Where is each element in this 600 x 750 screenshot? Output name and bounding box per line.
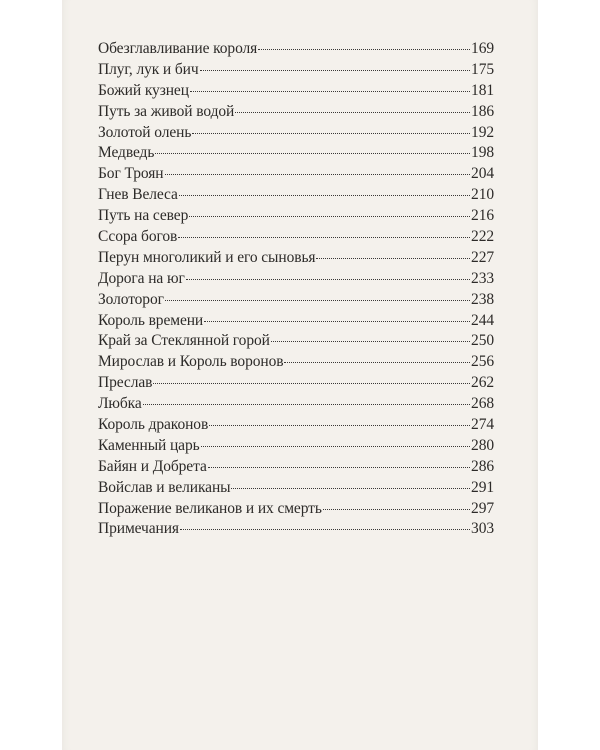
toc-entry	[98, 500, 494, 521]
toc-entry-page: 291	[471, 478, 494, 496]
toc-dot-leader	[143, 404, 470, 405]
toc-entry	[98, 165, 494, 186]
toc-entry-title: Войслав и великаны	[98, 478, 231, 496]
toc-dot-leader	[316, 258, 470, 259]
toc-entry	[98, 458, 494, 479]
toc-entry-page: 297	[471, 499, 494, 517]
toc-dot-leader	[209, 425, 470, 426]
toc-dot-leader	[186, 279, 470, 280]
toc-dot-leader	[178, 237, 470, 238]
toc-entry	[98, 82, 494, 103]
toc-entry	[98, 144, 494, 165]
toc-entry-page: 286	[471, 457, 494, 475]
toc-entry	[98, 207, 494, 228]
toc-dot-leader	[258, 49, 470, 50]
toc-entry-title: Дорога на юг	[98, 269, 185, 287]
toc-entry	[98, 353, 494, 374]
toc-entry	[98, 479, 494, 500]
toc-entry-title: Путь за живой водой	[98, 102, 235, 120]
toc-entry-title: Мирослав и Король воронов	[98, 353, 284, 371]
toc-entry-page: 303	[471, 520, 494, 538]
toc-entry-title: Король драконов	[98, 416, 209, 434]
toc-entry	[98, 186, 494, 207]
toc-entry-page: 216	[471, 207, 494, 225]
toc-entry-title: Золоторог	[98, 290, 164, 308]
toc-entry-page: 186	[471, 102, 494, 120]
toc-entry-title: Каменный царь	[98, 436, 200, 454]
toc-entry-title: Байян и Добрета	[98, 457, 207, 475]
toc-dot-leader	[189, 216, 470, 217]
toc-entry-title: Путь на север	[98, 207, 189, 225]
toc-entry	[98, 416, 494, 437]
toc-dot-leader	[284, 362, 470, 363]
toc-entry-title: Край за Стеклянной горой	[98, 332, 270, 350]
toc-dot-leader	[180, 529, 470, 530]
toc-entry-page: 238	[471, 290, 494, 308]
toc-entry-title: Ссора богов	[98, 228, 178, 246]
toc-entry-title: Плуг, лук и бич	[98, 60, 199, 78]
toc-entry	[98, 332, 494, 353]
toc-entry	[98, 395, 494, 416]
toc-dot-leader	[271, 341, 470, 342]
toc-entry-title: Преслав	[98, 374, 153, 392]
toc-entry-title: Примечания	[98, 520, 179, 538]
toc-dot-leader	[165, 174, 471, 175]
toc-entry-title: Поражение великанов и их смерть	[98, 499, 322, 517]
toc-dot-leader	[201, 446, 470, 447]
toc-entry-page: 274	[471, 416, 494, 434]
toc-dot-leader	[208, 467, 470, 468]
toc-entry-page: 256	[471, 353, 494, 371]
toc-entry	[98, 228, 494, 249]
toc-entry-title: Бог Троян	[98, 165, 164, 183]
toc-entry	[98, 437, 494, 458]
toc-entry-title: Медведь	[98, 144, 155, 162]
toc-dot-leader	[153, 383, 470, 384]
toc-dot-leader	[235, 112, 470, 113]
toc-entry	[98, 374, 494, 395]
toc-entry	[98, 312, 494, 333]
toc-entry-title: Обезглавливание короля	[98, 40, 258, 57]
toc-entry	[98, 520, 494, 541]
toc-entry	[98, 124, 494, 145]
toc-entry	[98, 249, 494, 270]
toc-entry	[98, 291, 494, 312]
toc-entry-page: 244	[471, 311, 494, 329]
toc-entry-title: Король времени	[98, 311, 204, 329]
toc-entry-page: 250	[471, 332, 494, 350]
toc-entry	[98, 103, 494, 124]
toc-entry	[98, 61, 494, 82]
toc-dot-leader	[192, 133, 470, 134]
toc-entry-page: 204	[471, 165, 494, 183]
toc-entry-page: 198	[471, 144, 494, 162]
toc-dot-leader	[204, 321, 470, 322]
toc-entry-title: Любка	[98, 395, 142, 413]
toc-entry-page: 268	[471, 395, 494, 413]
toc-entry-title: Божий кузнец	[98, 81, 189, 99]
toc-entry-title: Перун многоликий и его сыновья	[98, 248, 316, 266]
toc-dot-leader	[179, 195, 470, 196]
toc-entry-page: 181	[471, 81, 494, 99]
toc-entry-page: 262	[471, 374, 494, 392]
toc-entry-page: 192	[471, 123, 494, 141]
toc-dot-leader	[155, 153, 470, 154]
toc-entry-page: 280	[471, 436, 494, 454]
toc-entry-page: 210	[471, 186, 494, 204]
toc-dot-leader	[231, 488, 470, 489]
toc-entry-page: 175	[471, 60, 494, 78]
toc-dot-leader	[165, 300, 470, 301]
toc-entry-page: 233	[471, 269, 494, 287]
toc-entry	[98, 40, 494, 61]
toc-dot-leader	[200, 70, 470, 71]
toc-entry-title: Золотой олень	[98, 123, 192, 141]
toc-entry-page: 222	[471, 228, 494, 246]
toc-dot-leader	[190, 91, 470, 92]
toc-entry-page: 227	[471, 248, 494, 266]
toc-entry-page: 169	[471, 40, 494, 57]
toc-entry-title: Гнев Велеса	[98, 186, 178, 204]
toc-entry	[98, 270, 494, 291]
table-of-contents	[98, 40, 494, 541]
toc-dot-leader	[323, 509, 470, 510]
